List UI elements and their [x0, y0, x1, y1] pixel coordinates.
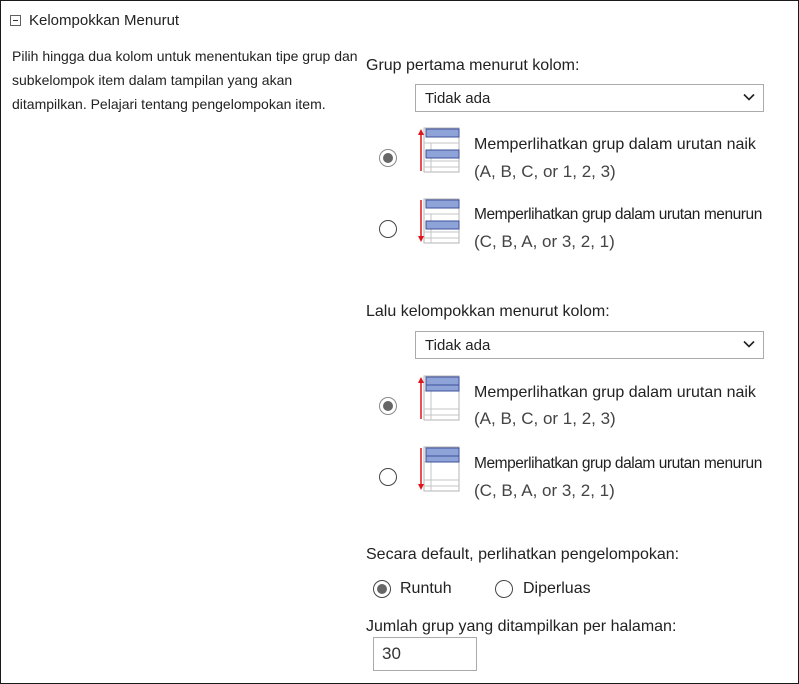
- description-text: Pilih hingga dua kolom untuk menentukan tipe grup dan subkelompok item dalam tampilan yang akan ditampilkan.: [12, 48, 358, 112]
- first-group-dropdown-value: Tidak ada: [425, 89, 491, 107]
- section-title: Kelompokkan Menurut: [29, 11, 180, 29]
- sort-descending-icon: [414, 446, 460, 492]
- first-group-ascending-title: Memperlihatkan grup dalam urutan naik: [474, 136, 756, 153]
- groups-per-page-label: Jumlah grup yang ditampilkan per halaman:: [366, 618, 677, 635]
- second-group-label: Lalu kelompokkan menurut kolom:: [366, 303, 610, 320]
- first-group-ascending-radio[interactable]: [379, 149, 397, 167]
- second-group-dropdown-value: Tidak ada: [425, 336, 491, 354]
- default-display-label: Secara default, perlihatkan pengelompokan:: [366, 546, 680, 563]
- section-header[interactable]: [10, 10, 179, 30]
- sort-ascending-icon: [414, 375, 460, 421]
- first-group-ascending-subtitle: (A, B, C, or 1, 2, 3): [474, 162, 616, 181]
- sort-ascending-icon: [414, 127, 460, 173]
- first-group-descending-title: Memperlihatkan grup dalam urutan menurun: [474, 206, 762, 223]
- second-group-ascending-subtitle: (A, B, C, or 1, 2, 3): [474, 409, 616, 428]
- second-group-dropdown[interactable]: [415, 331, 764, 359]
- learn-more-link[interactable]: Pelajari tentang pengelompokan item.: [90, 96, 326, 112]
- second-group-descending-radio[interactable]: [379, 468, 397, 486]
- collapsed-radio[interactable]: [373, 580, 391, 598]
- second-group-descending-title: Memperlihatkan grup dalam urutan menurun: [474, 455, 762, 472]
- first-group-label: Grup pertama menurut kolom:: [366, 57, 580, 74]
- expanded-radio[interactable]: [495, 580, 513, 598]
- groups-per-page-field[interactable]: [373, 637, 477, 671]
- section-description: [12, 44, 362, 116]
- first-group-descending-subtitle: (C, B, A, or 3, 2, 1): [474, 232, 615, 251]
- groups-per-page-input[interactable]: [382, 644, 462, 664]
- sort-descending-icon: [414, 198, 460, 244]
- chevron-down-icon: [743, 91, 755, 103]
- first-group-dropdown[interactable]: [415, 84, 764, 112]
- second-group-descending-subtitle: (C, B, A, or 3, 2, 1): [474, 481, 615, 500]
- minus-square-icon[interactable]: [10, 15, 21, 26]
- second-group-ascending-radio[interactable]: [379, 397, 397, 415]
- first-group-descending-radio[interactable]: [379, 220, 397, 238]
- collapsed-label[interactable]: Runtuh: [400, 580, 452, 597]
- second-group-ascending-title: Memperlihatkan grup dalam urutan naik: [474, 384, 756, 401]
- expanded-label[interactable]: Diperluas: [523, 580, 591, 597]
- chevron-down-icon: [743, 338, 755, 350]
